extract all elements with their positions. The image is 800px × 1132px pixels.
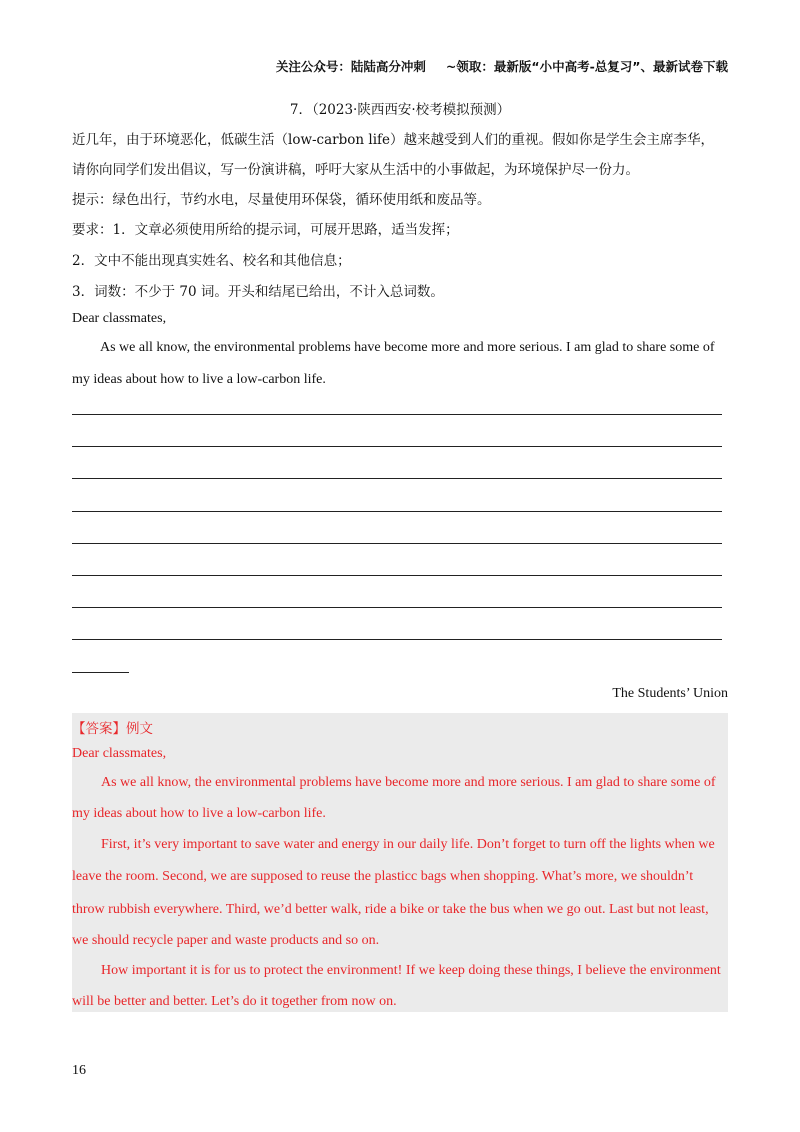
prompt-line-1: 近几年，由于环境恶化，低碳生活（low-carbon life）越来越受到人们的重视。假如你是学生会主席李华，	[72, 132, 715, 148]
requirement-3: 3．词数：不少于 70 词。开头和结尾已给出，不计入总词数。	[72, 284, 444, 300]
writing-line[interactable]	[72, 575, 722, 576]
answer-line: How important it is for us to protect the environment! If we keep doing these things, I believe the environment	[101, 963, 721, 978]
answer-line: throw rubbish everywhere. Third, we’d better walk, ride a bike or take the bus when we go out. Last but not least,	[72, 902, 709, 917]
opening-line-1: As we all know, the environmental problems have become more and more serious. I am glad to share some of	[100, 340, 715, 355]
writing-line[interactable]	[72, 478, 722, 479]
header-right-text: ~领取：最新版“小中高考-总复习”、最新试卷下载	[445, 59, 728, 74]
answer-line: will be better and better. Let’s do it together from now on.	[72, 994, 397, 1009]
signoff: The Students’ Union	[612, 686, 728, 701]
opening-line-2: my ideas about how to live a low-carbon life.	[72, 372, 326, 387]
prompt-line-2: 请你向同学们发出倡议，写一份演讲稿，呼吁大家从生活中的小事做起，为环境保护尽一份力。	[72, 162, 639, 178]
writing-line-short[interactable]	[72, 672, 129, 673]
answer-line: my ideas about how to live a low-carbon life.	[72, 806, 326, 821]
header-left-text: 关注公众号：陆陆高分冲刺	[275, 59, 426, 74]
answer-line: leave the room. Second, we are supposed to reuse the plasticc bags when shopping. What’s more, we shouldn’t	[72, 869, 694, 884]
answer-line: First, it’s very important to save water and energy in our daily life. Don’t forget to turn off the lights when we	[101, 837, 715, 852]
requirement-1: 要求：1．文章必须使用所给的提示词，可展开思路，适当发挥；	[72, 222, 459, 238]
question-title: 7．（2023·陕西西安·校考模拟预测）	[289, 102, 511, 118]
page-number: 16	[72, 1063, 86, 1078]
writing-line[interactable]	[72, 414, 722, 415]
requirement-2: 2．文中不能出现真实姓名、校名和其他信息；	[72, 253, 351, 269]
salutation: Dear classmates,	[72, 311, 167, 326]
answer-line: we should recycle paper and waste products and so on.	[72, 933, 380, 948]
answer-salutation: Dear classmates,	[72, 746, 167, 761]
hint-line: 提示：绿色出行，节约水电，尽量使用环保袋，循环使用纸和废品等。	[72, 192, 491, 208]
writing-line[interactable]	[72, 607, 722, 608]
answer-line: As we all know, the environmental problems have become more and more serious. I am glad to share some of	[101, 775, 716, 790]
writing-line[interactable]	[72, 639, 722, 640]
answer-label: 【答案】例文	[72, 721, 153, 737]
page-header	[0, 57, 728, 75]
writing-line[interactable]	[72, 446, 722, 447]
writing-line[interactable]	[72, 511, 722, 512]
writing-line[interactable]	[72, 543, 722, 544]
